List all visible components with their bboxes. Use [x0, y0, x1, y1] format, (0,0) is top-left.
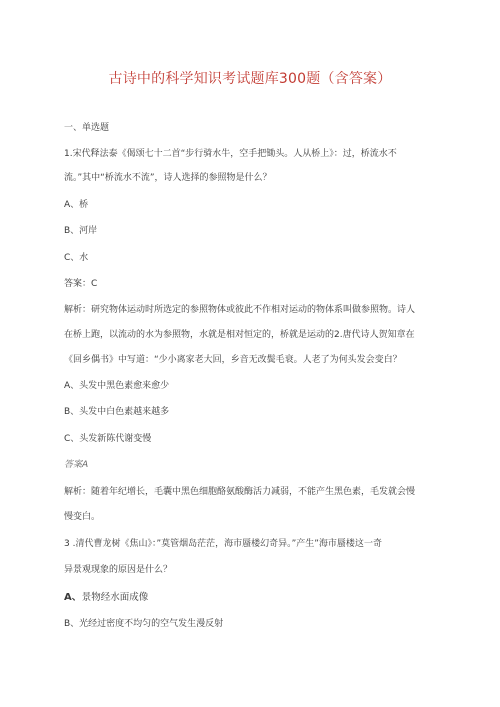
question-3-option-a-text: 景物经水面成像 [81, 592, 149, 603]
question-2-option-a: A、头发中黑色素愈来愈少 [64, 381, 170, 391]
question-2-answer: 答案A [64, 460, 89, 470]
question-2-option-b: B、头发中白色素越来越多 [64, 407, 170, 417]
question-1-option-a: A、桥 [64, 200, 89, 210]
question-1-text-line-2: 流。”其中“桥流水不流”，诗人选择的参照物是什么？ [64, 173, 272, 183]
section-heading: 一、单选题 [64, 123, 110, 133]
question-1-answer: 答案：C [64, 279, 98, 289]
question-1-option-b: B、河岸 [64, 226, 98, 236]
question-1-text-line-1: 1.宋代释法泰《偈颂七十二首“步行骑水牛，空手把锄头。人从桥上》：过，桥流水不 [64, 149, 397, 159]
question-2-analysis-line-2: 慢变白。 [64, 512, 101, 522]
question-3-option-b: B、光经过密度不均匀的空气发生漫反射 [64, 619, 224, 629]
question-3-option-a [64, 592, 148, 604]
question-1-option-c: C、水 [64, 253, 89, 263]
question-3-text-line-2: 异景观现象的原因是什么？ [64, 565, 173, 575]
question-2-option-c: C、头发新陈代谢变慢 [64, 434, 152, 444]
question-1-analysis-line-1: 解析：研究物体运动时所选定的参照物体或彼此不作相对运动的物体系叫做参照物。诗人 [64, 305, 416, 315]
document-title: 古诗中的科学知识考试题库300题（含答案） [108, 71, 392, 87]
question-3-option-a-letter: A、 [64, 592, 82, 603]
question-2-analysis-line-1: 解析：随着年纪增长，毛囊中黑色细胞酪氨酸酶活力减弱，不能产生黑色素，毛发就会慢 [64, 487, 416, 497]
question-2-text: 《回乡偶书》中写道：“少小离家老大回，乡音无改鬓毛衰。人老了为何头发会变白？ [64, 355, 402, 365]
question-1-analysis-line-2: 在桥上跑，以流动的水为参照物，水就是相对恒定的，桥就是运动的2.唐代诗人贺知章在 [64, 330, 415, 340]
question-3-text-line-1: 3 .清代曹龙树《焦山》：”莫管烟岛茫茫，海市蜃楼幻奇异。”产生”海市蜃楼这一奇 [64, 539, 382, 549]
